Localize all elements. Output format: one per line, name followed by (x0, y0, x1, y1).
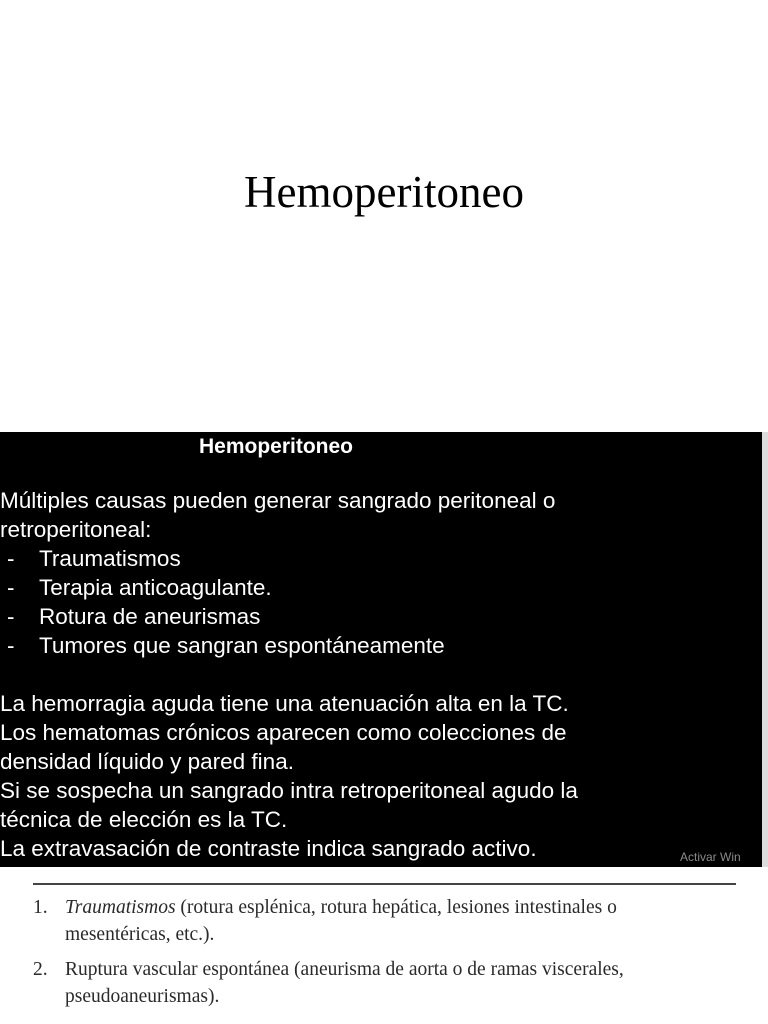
bullet-dash: - (7, 604, 15, 629)
slide-line: Si se sospecha un sangrado intra retroperitoneal agudo la (0, 778, 578, 803)
slide-line: La extravasación de contraste indica sangrado activo. (0, 836, 537, 861)
page-title: Hemoperitoneo (244, 167, 524, 217)
divider (33, 883, 736, 885)
list-number: 2. (33, 959, 48, 980)
list-item-text: Ruptura vascular espontánea (aneurisma de aorta o de ramas viscerales, pseudoaneurismas). (65, 959, 624, 1007)
bullet-dash: - (7, 575, 15, 600)
slide-bullet: - Rotura de aneurismas (7, 602, 260, 632)
list-item-text: Traumatismos (rotura esplénica, rotura hepática, lesiones intestinales o mesentéricas, etc.). (65, 897, 617, 945)
bullet-dash: - (7, 546, 15, 571)
slide-line: Los hematomas crónicos aparecen como colecciones de (0, 720, 567, 745)
slide-line: Múltiples causas pueden generar sangrado peritoneal o (0, 488, 556, 513)
slide-image (0, 432, 762, 867)
slide-line: La hemorragia aguda tiene una atenuación alta en la TC. (0, 691, 569, 716)
slide-line: técnica de elección es la TC. (0, 807, 288, 832)
slide-line: densidad líquido y pared fina. (0, 749, 294, 774)
slide-bullet: - Traumatismos (7, 544, 181, 574)
list-number: 1. (33, 897, 48, 918)
activation-watermark: Activar Win (680, 850, 741, 864)
slide-bullet: - Tumores que sangran espontáneamente (7, 631, 445, 661)
slide-line: retroperitoneal: (0, 517, 152, 542)
slide-heading: Hemoperitoneo (199, 435, 354, 458)
slide-bullet: - Terapia anticoagulante. (7, 573, 272, 603)
bullet-dash: - (7, 633, 15, 658)
list-item-emphasis: Traumatismos (65, 897, 176, 918)
slide-border (762, 432, 768, 867)
textbook-excerpt (0, 867, 768, 1024)
